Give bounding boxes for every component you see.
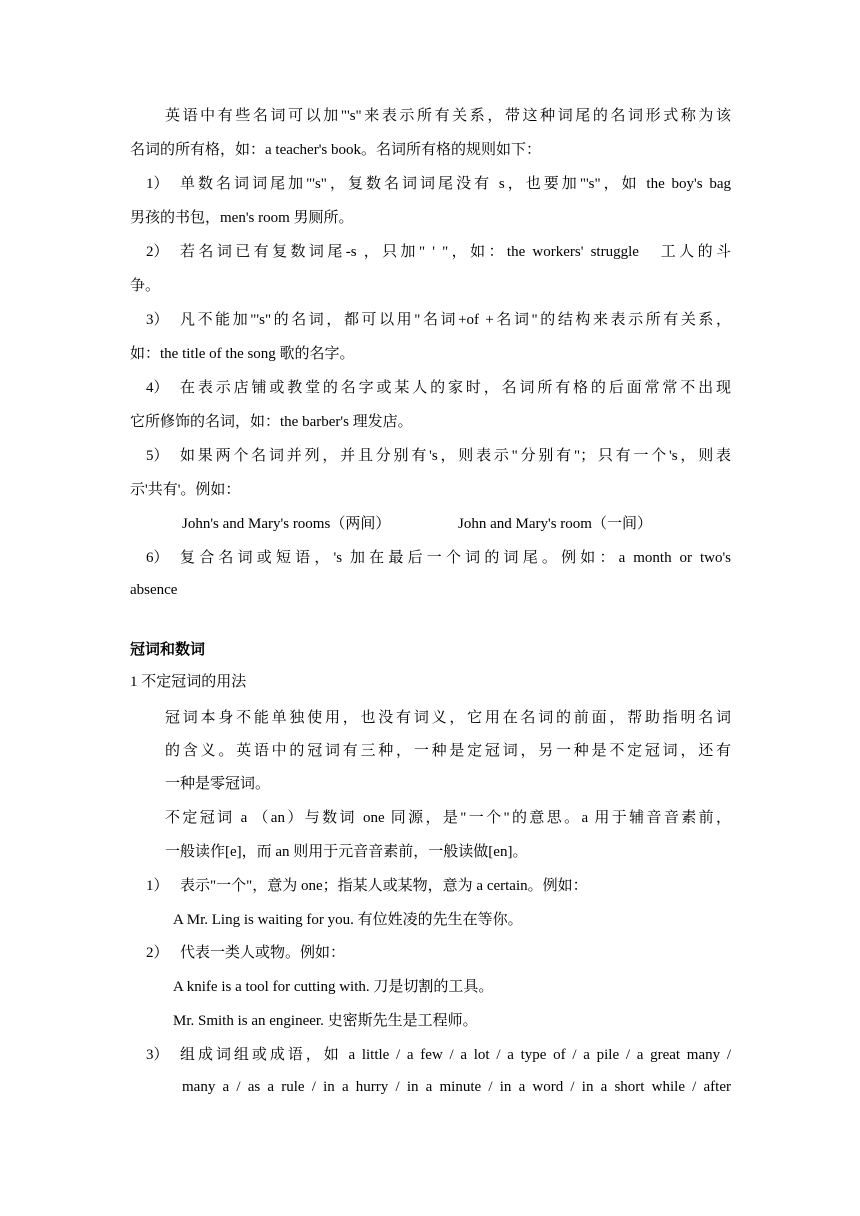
- rule-1-line-2: 男孩的书包，men's room 男厕所。: [130, 210, 354, 226]
- item-2-text: 代表一类人或物。例如：: [180, 945, 346, 961]
- rule-2-line-1: 若名词已有复数词尾-s ，只加" ' "，如：the workers' struggle 工人的斗: [180, 244, 731, 260]
- rule-5-number: 5）: [146, 448, 169, 464]
- rule-6-line-1: 复合名词或短语，'s 加在最后一个词的词尾。例如：a month or two's: [180, 550, 731, 566]
- rule-3-line-1: 凡不能加"'s"的名词，都可以用"名词+of +名词"的结构来表示所有关系，: [180, 312, 731, 328]
- para1-line-2: 的含义。英语中的冠词有三种，一种是定冠词，另一种是不定冠词，还有: [165, 743, 731, 759]
- item-1-example: A Mr. Ling is waiting for you. 有位姓凌的先生在等你。: [173, 912, 523, 928]
- subheading: 1 不定冠词的用法: [130, 674, 247, 690]
- rule-6-number: 6）: [146, 550, 169, 566]
- rule-4-line-1: 在表示店铺或教堂的名字或某人的家时，名词所有格的后面常常不出现: [180, 380, 731, 396]
- rule-3-number: 3）: [146, 312, 169, 328]
- rule-1-line-1: 单数名词词尾加"'s"，复数名词词尾没有 s，也要加"'s"，如 the boy's bag: [180, 176, 731, 192]
- para1-line-1: 冠词本身不能单独使用，也没有词义，它用在名词的前面，帮助指明名词: [165, 710, 731, 726]
- item-1-number: 1）: [146, 878, 169, 894]
- rule-1-number: 1）: [146, 176, 169, 192]
- item-1-text: 表示"一个"，意为 one；指某人或某物，意为 a certain。例如：: [180, 878, 588, 894]
- rule-2-line-2: 争。: [130, 278, 161, 294]
- example-joint: John and Mary's room（一间）: [458, 516, 652, 532]
- example-separate: John's and Mary's rooms（两间）: [182, 516, 391, 532]
- rule-5-line-1: 如果两个名词并列，并且分别有's，则表示"分别有"；只有一个's，则表: [180, 448, 731, 464]
- para1-line-3: 一种是零冠词。: [165, 776, 271, 792]
- item-2-example-1: A knife is a tool for cutting with. 刀是切割的工具。: [173, 979, 494, 995]
- para2-line-1: 不定冠词 a （an）与数词 one 同源，是"一个"的意思。a 用于辅音音素前，: [165, 810, 731, 826]
- item-3-line-1: 组成词组或成语，如 a little / a few / a lot / a type of / a pile / a great many /: [180, 1047, 731, 1063]
- para2-line-2: 一般读作[e]，而 an 则用于元音音素前，一般读做[en]。: [165, 844, 528, 860]
- section-heading: 冠词和数词: [130, 642, 206, 658]
- item-3-line-2: many a / as a rule / in a hurry / in a minute / in a word / in a short while / after: [182, 1079, 731, 1095]
- intro-line-1: 英语中有些名词可以加"'s"来表示所有关系，带这种词尾的名词形式称为该: [165, 108, 731, 124]
- item-2-number: 2）: [146, 945, 169, 961]
- intro-line-2: 名词的所有格，如：a teacher's book。名词所有格的规则如下：: [130, 142, 541, 158]
- rule-4-number: 4）: [146, 380, 169, 396]
- rule-2-number: 2）: [146, 244, 169, 260]
- rule-4-line-2: 它所修饰的名词，如：the barber's 理发店。: [130, 414, 413, 430]
- item-3-number: 3）: [146, 1047, 169, 1063]
- rule-3-line-2: 如：the title of the song 歌的名字。: [130, 346, 355, 362]
- item-2-example-2: Mr. Smith is an engineer. 史密斯先生是工程师。: [173, 1013, 478, 1029]
- rule-6-line-2: absence: [130, 582, 178, 598]
- rule-5-line-2: 示'共有'。例如：: [130, 482, 241, 498]
